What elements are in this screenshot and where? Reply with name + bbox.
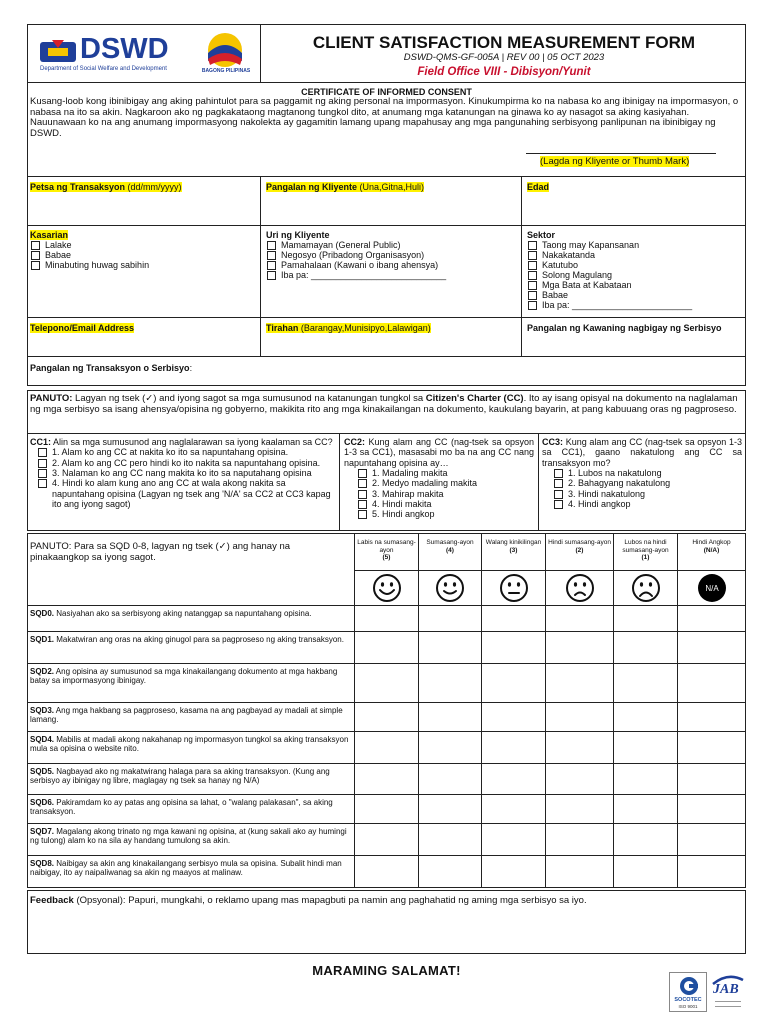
- sqd-answer-cell[interactable]: [545, 703, 613, 731]
- checkbox[interactable]: [267, 261, 276, 270]
- sqd-answer-cell[interactable]: [354, 764, 418, 794]
- cc-section: [27, 434, 746, 531]
- sqd-face-cell: [631, 570, 661, 605]
- cc1-option[interactable]: [38, 458, 334, 468]
- grid-line: [28, 356, 745, 357]
- sqd-answer-cell[interactable]: [613, 664, 677, 702]
- sqd-answer-cell[interactable]: [418, 664, 481, 702]
- kasarian-option-label: Minabuting huwag sabihin: [45, 260, 150, 271]
- sqd-answer-cell[interactable]: [418, 732, 481, 763]
- sqd-scale-text: Hindi Angkop: [692, 539, 731, 546]
- very-sad-face-icon: [631, 573, 661, 603]
- sqd-question: [28, 606, 354, 631]
- sqd-question-text: Makatwiran ang oras na aking ginugol para sa pagproseso ng aking transaksyon.: [54, 635, 344, 644]
- check-icon: ✓: [218, 541, 227, 552]
- kasarian-group: [30, 230, 255, 270]
- sqd-answer-cell[interactable]: [545, 824, 613, 855]
- sektor-option-label: Iba pa: ________________________: [542, 300, 693, 311]
- sqd-answer-cell[interactable]: [418, 856, 481, 888]
- uri-option-label: Negosyo (Pribadong Organisasyon): [281, 250, 425, 261]
- consent-section: [27, 83, 746, 177]
- dswd-logo-text: DSWD: [80, 33, 169, 65]
- cc2-option[interactable]: [358, 499, 534, 509]
- sqd-row: [28, 763, 745, 794]
- svg-text:N/A: N/A: [704, 583, 719, 593]
- sqd-face-cell: [499, 570, 529, 605]
- grid-line: [28, 317, 745, 318]
- sqd-scale-text: Walang kinikilingan: [485, 539, 542, 546]
- sqd-answer-cell[interactable]: [354, 824, 418, 855]
- cc1-option[interactable]: [38, 447, 334, 457]
- sqd-answer-cell[interactable]: [354, 703, 418, 731]
- kasarian-option[interactable]: [30, 260, 255, 270]
- sektor-option-label: Nakakatanda: [542, 250, 596, 261]
- sqd-scale-number: (5): [382, 554, 391, 561]
- sqd-answer-cell[interactable]: [354, 732, 418, 763]
- cc1-option-label: 1. Alam ko ang CC at nakita ko ito sa napuntahang opisina.: [52, 447, 289, 458]
- sad-face-icon: [565, 573, 595, 603]
- edad-field[interactable]: Edad: [527, 182, 550, 192]
- grid-line: [354, 570, 745, 571]
- checkbox[interactable]: [528, 241, 537, 250]
- bagong-pilipinas-emblem-icon: [206, 31, 244, 69]
- kasarian-option-label: Lalake: [45, 240, 72, 251]
- checkbox[interactable]: [31, 261, 40, 270]
- sqd-code: SQD5.: [30, 767, 55, 776]
- sektor-option-label: Solong Magulang: [542, 270, 613, 281]
- sqd-question-text: Magalang akong trinato ng mga kawani ng opisina, at (kung sakali ako ay humingi ng tulong) alam ko na sila ay handang tumulong sa akin.: [30, 827, 347, 845]
- consent-title: CERTIFICATE OF INFORMED CONSENT: [301, 87, 472, 97]
- uri-option[interactable]: [266, 270, 516, 280]
- sqd-answer-cell[interactable]: [481, 856, 545, 888]
- cc1-option-label: 2. Alam ko ang CC pero hindi ko ito nakita sa napuntahang opisina.: [52, 457, 321, 468]
- sqd-answer-cell[interactable]: [354, 795, 418, 823]
- feedback-text: Feedback (Opsyonal): Papuri, mungkahi, o reklamo upang mas mapagbuti pa namin ang paghahatid ng aming mga serbisyo sa iyo.: [30, 895, 587, 906]
- dswd-emblem-icon: [40, 38, 76, 64]
- cc3-option-label: 2. Bahagyang nakatulong: [568, 478, 671, 489]
- uri-option[interactable]: [266, 240, 516, 250]
- very-happy-face-icon: [372, 573, 402, 603]
- checkbox[interactable]: [38, 469, 47, 478]
- checkbox[interactable]: [267, 271, 276, 280]
- checkbox[interactable]: [528, 251, 537, 260]
- checkbox[interactable]: [358, 479, 367, 488]
- sqd-question-text: Ang opisina ay sumusunod sa mga kinakailangang dokumento at mga hakbang batay sa impormasyong ibinigay.: [30, 667, 338, 685]
- consent-body: Kusang-loob kong ibinibigay ang aking pahintulot para sa paggamit ng aking personal na impormasyon. Kinukumpirma ko na nabasa ko ang ibinigay na impormasyon, o nabasa na ito sa akin. Nagkaroon ako ng pagkakataong magtanong tungkol dito, at anumang mga katanungan na ginawa ko ay nasagot sa aking kasiyahan. Nauunawaan ko na ang anumang impormasyong nakolekta ay gagamitin lamang upang mapahusay ang mga pangunahing serbisyong panlipunan na ibinibigay ng DSWD.: [30, 96, 739, 139]
- sqd-code: SQD8.: [30, 859, 55, 868]
- sqd-answer-cell[interactable]: [481, 632, 545, 663]
- sqd-answer-cell[interactable]: [677, 824, 745, 855]
- cc2-question: CC2: Kung alam ang CC (nag-tsek sa opsyon 1-3 sa CC1), masasabi mo ba na ang CC nang napuntahang opisina ay…: [344, 437, 534, 468]
- sqd-answer-cell[interactable]: [677, 703, 745, 731]
- sqd-answer-cell[interactable]: [354, 856, 418, 888]
- happy-face-icon: [435, 573, 465, 603]
- sqd-scale-text: Labis na sumasang-ayon: [357, 539, 416, 554]
- sqd-question: [28, 856, 354, 888]
- sqd-answer-cell[interactable]: [677, 856, 745, 888]
- sektor-options: [527, 240, 742, 310]
- grid-line: [28, 225, 745, 226]
- sektor-option[interactable]: [527, 270, 742, 280]
- uri-option[interactable]: [266, 260, 516, 270]
- transaksyon-field[interactable]: Pangalan ng Transaksyon o Serbisyo:: [30, 363, 193, 373]
- sqd-question-text: Pakiramdam ko ay patas ang opisina sa lahat, o "walang palakasan", sa aking transaksyon.: [30, 798, 333, 816]
- sqd-code: SQD7.: [30, 827, 55, 836]
- sqd-question: [28, 764, 354, 794]
- uri-option[interactable]: [266, 250, 516, 260]
- sqd-answer-cell[interactable]: [677, 732, 745, 763]
- checkbox[interactable]: [554, 469, 563, 478]
- checkbox[interactable]: [38, 459, 47, 468]
- sqd-face-cell: [372, 570, 402, 605]
- petsa-field[interactable]: Petsa ng Transaksyon (dd/mm/yyyy): [30, 182, 182, 192]
- sqd-row: [28, 605, 745, 631]
- cc2-option-label: 3. Mahirap makita: [372, 488, 444, 499]
- telepono-field[interactable]: Telepono/Email Address: [30, 323, 135, 333]
- sektor-option-label: Taong may Kapansanan: [542, 240, 640, 251]
- sqd-answer-cell[interactable]: [418, 703, 481, 731]
- kasarian-option-label: Babae: [45, 250, 72, 261]
- socotec-logo-icon: [677, 976, 701, 996]
- sqd-scale-label: [614, 534, 677, 570]
- sqd-face-cell: [565, 570, 595, 605]
- sqd-code: SQD6.: [30, 798, 55, 807]
- sqd-face-cell: [435, 570, 465, 605]
- sqd-question-text: Naibigay sa akin ang kinakailangang serbisyo mula sa opisina. Subalit hindi man naibigay, ito ay naipaliwanag sa akin ng maayos at malinaw.: [30, 859, 342, 877]
- sektor-option[interactable]: [527, 240, 742, 250]
- feedback-section[interactable]: [27, 890, 746, 954]
- cc2-option[interactable]: [358, 468, 534, 478]
- checkbox[interactable]: [358, 500, 367, 509]
- cc3-question: CC3: Kung alam ang CC (nag-tsek sa opsyon 1-3 sa CC1), gaano nakatulong ang CC sa transaksyon mo?: [542, 437, 742, 468]
- cc1-question: CC1: Alin sa mga sumusunod ang naglalarawan sa iyong kaalaman sa CC?: [30, 437, 333, 447]
- sqd-question: [28, 824, 354, 855]
- sqd-answer-cell[interactable]: [418, 824, 481, 855]
- socotec-text: SOCOTEC: [674, 997, 702, 1003]
- uri-label: Uri ng Kliyente: [266, 230, 330, 240]
- cc1-options: [30, 447, 334, 509]
- sqd-answer-cell[interactable]: [613, 606, 677, 631]
- sqd-scale-number: (N/A): [703, 546, 720, 554]
- cc2-option-label: 1. Madaling makita: [372, 468, 448, 479]
- bagong-pilipinas-logo: [194, 31, 258, 79]
- sqd-row: [28, 731, 745, 763]
- checkbox[interactable]: [528, 261, 537, 270]
- cc1-option-label: 4. Hindi ko alam kung ano ang CC at wala akong nakita sa napuntahang opisina (Lagyan ng tsek ang 'N/A' sa CC2 at CC3 kapag ito ang iyong sagot): [52, 478, 331, 510]
- sqd-answer-cell[interactable]: [481, 824, 545, 855]
- sqd-scale-label: [355, 534, 418, 570]
- cc2-options: [344, 468, 534, 520]
- checkbox[interactable]: [528, 291, 537, 300]
- sqd-question: [28, 703, 354, 731]
- sqd-answer-cell[interactable]: [545, 732, 613, 763]
- checkbox[interactable]: [528, 281, 537, 290]
- sektor-option[interactable]: [527, 300, 742, 310]
- signature-line[interactable]: [526, 153, 716, 154]
- sqd-answer-cell[interactable]: [677, 664, 745, 702]
- sqd-answer-cell[interactable]: [481, 795, 545, 823]
- form-header: [27, 24, 746, 83]
- signature-label: (Lagda ng Kliyente or Thumb Mark): [540, 156, 690, 167]
- uri-option-label: Pamahalaan (Kawani o ibang ahensya): [281, 260, 439, 271]
- cc3-option[interactable]: [554, 468, 742, 478]
- sektor-option-label: Mga Bata at Kabataan: [542, 280, 632, 291]
- kasarian-options: [30, 240, 255, 270]
- sqd-scale-number: (2): [575, 546, 584, 554]
- sqd-answer-cell[interactable]: [677, 606, 745, 631]
- checkbox[interactable]: [267, 251, 276, 260]
- form-code: DSWD-QMS-GF-005A | REV 00 | 05 OCT 2023: [403, 52, 605, 63]
- field-office: Field Office VIII - Dibisyon/Yunit: [417, 66, 591, 78]
- sektor-group: [527, 230, 742, 310]
- sqd-answer-cell[interactable]: [418, 606, 481, 631]
- sqd-code: SQD2.: [30, 667, 55, 676]
- uri-options: [266, 240, 516, 280]
- cc3-option[interactable]: [554, 489, 742, 499]
- sqd-row: [28, 823, 745, 855]
- sqd-code: SQD3.: [30, 706, 55, 715]
- sektor-option[interactable]: [527, 250, 742, 260]
- sqd-scale-text: Hindi sumasang-ayon: [548, 539, 611, 546]
- cc3-options: [542, 468, 742, 509]
- sqd-answer-cell[interactable]: [418, 764, 481, 794]
- sqd-answer-cell[interactable]: [418, 795, 481, 823]
- uri-option-label: Iba pa: ___________________________: [281, 270, 447, 281]
- cc1-option[interactable]: [38, 478, 334, 509]
- sqd-scale-text: Sumasang-ayon: [426, 539, 474, 546]
- sqd-question: [28, 732, 354, 763]
- cc2-option-label: 2. Medyo madaling makita: [372, 478, 478, 489]
- sqd-question-text: Nasiyahan ako sa serbisyong aking natanggap sa napuntahang opisina.: [54, 609, 312, 618]
- sqd-answer-cell[interactable]: [677, 764, 745, 794]
- cc1-option[interactable]: [38, 468, 334, 478]
- checkbox[interactable]: [38, 479, 47, 488]
- sqd-scale-number: (4): [446, 546, 454, 554]
- sqd-rows: [28, 605, 745, 888]
- sqd-answer-cell[interactable]: [613, 632, 677, 663]
- sqd-answer-cell[interactable]: [481, 732, 545, 763]
- sqd-table: [27, 533, 746, 888]
- sektor-option[interactable]: [527, 290, 742, 300]
- uri-option-label: Mamamayan (General Public): [281, 240, 401, 251]
- sqd-answer-cell[interactable]: [545, 664, 613, 702]
- checkbox[interactable]: [358, 490, 367, 499]
- sqd-answer-cell[interactable]: [613, 824, 677, 855]
- cc2-option-label: 4. Hindi makita: [372, 499, 432, 510]
- jab-text: JAB: [713, 982, 739, 997]
- sqd-answer-cell[interactable]: [545, 632, 613, 663]
- sqd-answer-cell[interactable]: [613, 795, 677, 823]
- panuto-cc-section: [27, 390, 746, 434]
- cc1-group: [30, 437, 334, 509]
- sqd-row: [28, 794, 745, 823]
- sqd-row: [28, 702, 745, 731]
- tirahan-field[interactable]: Tirahan (Barangay,Munisipyo,Lalawigan): [266, 323, 431, 333]
- sqd-panuto: PANUTO: Para sa SQD 0-8, lagyan ng tsek (✓) ang hanay na pinakaangkop sa iyong sagot.: [30, 541, 291, 564]
- neutral-face-icon: [499, 573, 529, 603]
- sqd-code: SQD4.: [30, 735, 55, 744]
- sqd-answer-cell[interactable]: [677, 795, 745, 823]
- cc3-option-label: 4. Hindi angkop: [568, 499, 631, 510]
- sqd-answer-cell[interactable]: [354, 632, 418, 663]
- sqd-row: [28, 855, 745, 888]
- sqd-answer-cell[interactable]: [677, 632, 745, 663]
- sqd-question: [28, 632, 354, 663]
- cc3-option[interactable]: [554, 499, 742, 509]
- pangalan-field[interactable]: Pangalan ng Kliyente (Una,Gitna,Huli): [266, 182, 425, 192]
- sektor-option-label: Katutubo: [542, 260, 579, 271]
- sektor-label: Sektor: [527, 230, 556, 240]
- sqd-code: SQD0.: [30, 609, 55, 618]
- sqd-answer-cell[interactable]: [613, 856, 677, 888]
- sqd-scale-label: [678, 534, 745, 570]
- sqd-row: [28, 663, 745, 702]
- checkbox[interactable]: [31, 251, 40, 260]
- grid-line: [260, 177, 261, 356]
- sqd-answer-cell[interactable]: [418, 632, 481, 663]
- checkbox[interactable]: [38, 448, 47, 457]
- sqd-question: [28, 795, 354, 823]
- checkbox[interactable]: [267, 241, 276, 250]
- checkbox[interactable]: [358, 469, 367, 478]
- check-icon: ✓: [145, 393, 154, 404]
- iso-text: ISO 9001: [678, 1004, 698, 1009]
- sektor-option[interactable]: [527, 260, 742, 270]
- grid-line: [339, 434, 340, 530]
- client-info-grid: [27, 176, 746, 386]
- checkbox[interactable]: [554, 500, 563, 509]
- sqd-scale-label: [419, 534, 481, 570]
- kawani-field[interactable]: Pangalan ng Kawaning nagbigay ng Serbisyo: [527, 323, 722, 333]
- kasarian-label: Kasarian: [30, 230, 69, 240]
- checkbox[interactable]: [554, 479, 563, 488]
- cc2-option[interactable]: [358, 509, 534, 519]
- sqd-answer-cell[interactable]: [481, 606, 545, 631]
- sqd-answer-cell[interactable]: [545, 606, 613, 631]
- cc1-option-label: 3. Nalaman ko ang CC nang makita ko ito sa naputahang opisina: [52, 468, 312, 479]
- sqd-scale-number: (3): [509, 546, 518, 554]
- sqd-answer-cell[interactable]: [481, 764, 545, 794]
- dswd-logo-subtext: Department of Social Welfare and Development: [40, 66, 167, 72]
- sqd-question-text: Mabilis at madali akong nakahanap ng impormasyon tungkol sa aking transaksyon mula sa opisina o website nito.: [30, 735, 349, 753]
- sqd-scale-text: Lubos na hindi sumasang-ayon: [622, 539, 669, 554]
- cc3-option[interactable]: [554, 478, 742, 488]
- sqd-answer-cell[interactable]: [613, 703, 677, 731]
- sektor-option-label: Babae: [542, 290, 569, 301]
- panuto-cc-text: PANUTO: Lagyan ng tsek (✓) and iyong sagot sa mga sumusunod na katanungan tungkol sa Citizen's Charter (CC). Ito ay isang opisyal na dokumento na naglalaman ng mga serbisyo sa isang ahensya/opisina ng gobyerno, makikita rito ang mga kinakailangan na dokumento, kaukulang bayarin, at pang kabuuang oras ng pagproseso.: [30, 393, 738, 415]
- grid-line: [521, 177, 522, 356]
- sqd-scale-label: [482, 534, 545, 570]
- sqd-answer-cell[interactable]: [613, 764, 677, 794]
- sqd-question-text: Ang mga hakbang sa pagproseso, kasama na ang pagbayad ay madali at simple lamang.: [30, 706, 343, 724]
- sektor-option[interactable]: [527, 280, 742, 290]
- cc3-option-label: 1. Lubos na nakatulong: [568, 468, 662, 479]
- kasarian-option[interactable]: [30, 240, 255, 250]
- sqd-answer-cell[interactable]: [481, 664, 545, 702]
- sqd-answer-cell[interactable]: [481, 703, 545, 731]
- uri-group: [266, 230, 516, 280]
- na-badge-icon: [697, 573, 727, 603]
- cc2-option-label: 5. Hindi angkop: [372, 509, 435, 520]
- kasarian-option[interactable]: [30, 250, 255, 260]
- cc2-group: [344, 437, 534, 520]
- cc2-option[interactable]: [358, 489, 534, 499]
- sqd-answer-cell[interactable]: [545, 764, 613, 794]
- sqd-code: SQD1.: [30, 635, 55, 644]
- checkbox[interactable]: [358, 510, 367, 519]
- sqd-question: [28, 664, 354, 702]
- sqd-face-cell: [697, 570, 727, 605]
- cc2-option[interactable]: [358, 478, 534, 488]
- cc3-option-label: 3. Hindi nakatulong: [568, 488, 646, 499]
- sqd-scale-number: (1): [641, 554, 650, 561]
- grid-line: [538, 434, 539, 530]
- checkbox[interactable]: [528, 301, 537, 310]
- form-title: CLIENT SATISFACTION MEASUREMENT FORM: [312, 33, 696, 52]
- jab-fine-print: [715, 1001, 741, 1007]
- socotec-badge: [669, 972, 707, 1012]
- sqd-answer-cell[interactable]: [613, 732, 677, 763]
- sqd-answer-cell[interactable]: [545, 856, 613, 888]
- checkbox[interactable]: [528, 271, 537, 280]
- checkbox[interactable]: [554, 490, 563, 499]
- sqd-row: [28, 631, 745, 663]
- bagong-pilipinas-text: BAGONG PILIPINAS: [201, 68, 251, 74]
- sqd-answer-cell[interactable]: [354, 664, 418, 702]
- sqd-answer-cell[interactable]: [354, 606, 418, 631]
- thanks-text: MARAMING SALAMAT!: [312, 963, 461, 978]
- sqd-answer-cell[interactable]: [545, 795, 613, 823]
- sqd-scale-label: [546, 534, 613, 570]
- checkbox[interactable]: [31, 241, 40, 250]
- jab-badge: [709, 972, 747, 1012]
- sqd-question-text: Nagbayad ako ng makatwirang halaga para sa aking transaksyon. (Kung ang serbisyo ay ibinigay ng libre, maglagay ng tsek sa hanay ng N/A): [30, 767, 330, 785]
- cc3-group: [542, 437, 742, 509]
